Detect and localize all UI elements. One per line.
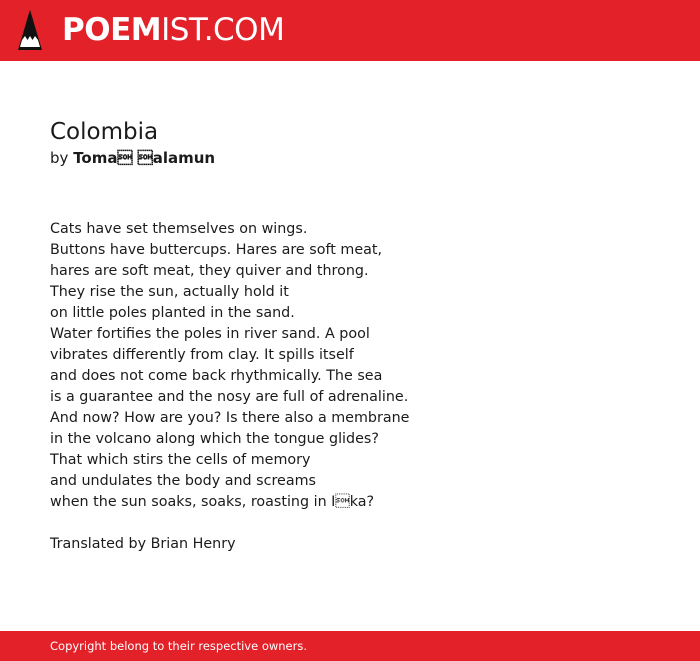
poem-line: when the sun soaks, soaks, roasting in Ika? <box>50 494 375 510</box>
poem-line: on little poles planted in the sand. <box>50 305 295 321</box>
poem-line: Water fortifies the poles in river sand. A pool <box>50 326 370 342</box>
site-footer <box>0 631 700 661</box>
poem-line: That which stirs the cells of memory <box>50 452 311 468</box>
poem-line: Cats have set themselves on wings. <box>50 221 308 237</box>
copyright-text: Copyright belong to their respective owners. <box>50 639 308 653</box>
poem-title: Colombia <box>50 119 159 145</box>
poem-line: is a guarantee and the nosy are full of adrenaline. <box>50 389 409 405</box>
byline-prefix: by <box>50 149 69 167</box>
site-logo[interactable] <box>62 11 284 49</box>
poem-line: And now? How are you? Is there also a membrane <box>50 410 410 426</box>
poem-line: hares are soft meat, they quiver and throng. <box>50 263 369 279</box>
translator-credit: Translated by Brian Henry <box>50 536 236 552</box>
author-name: Toma alamun <box>73 149 216 167</box>
poem-line: Buttons have buttercups. Hares are soft meat, <box>50 242 383 258</box>
logo-text-bold: POEM <box>62 12 162 48</box>
poem-line: vibrates differently from clay. It spills itself <box>50 347 354 363</box>
site-header <box>0 0 700 61</box>
byline <box>50 148 670 168</box>
pencil-tip-icon[interactable] <box>17 9 43 52</box>
poem-body <box>50 219 670 513</box>
poem-header <box>50 117 670 168</box>
poem-line: in the volcano along which the tongue glides? <box>50 431 379 447</box>
poem-line: They rise the sun, actually hold it <box>50 284 289 300</box>
poem-line: and undulates the body and screams <box>50 473 316 489</box>
logo-text-light: IST.COM <box>161 12 285 48</box>
poem-line: and does not come back rhythmically. The sea <box>50 368 383 384</box>
